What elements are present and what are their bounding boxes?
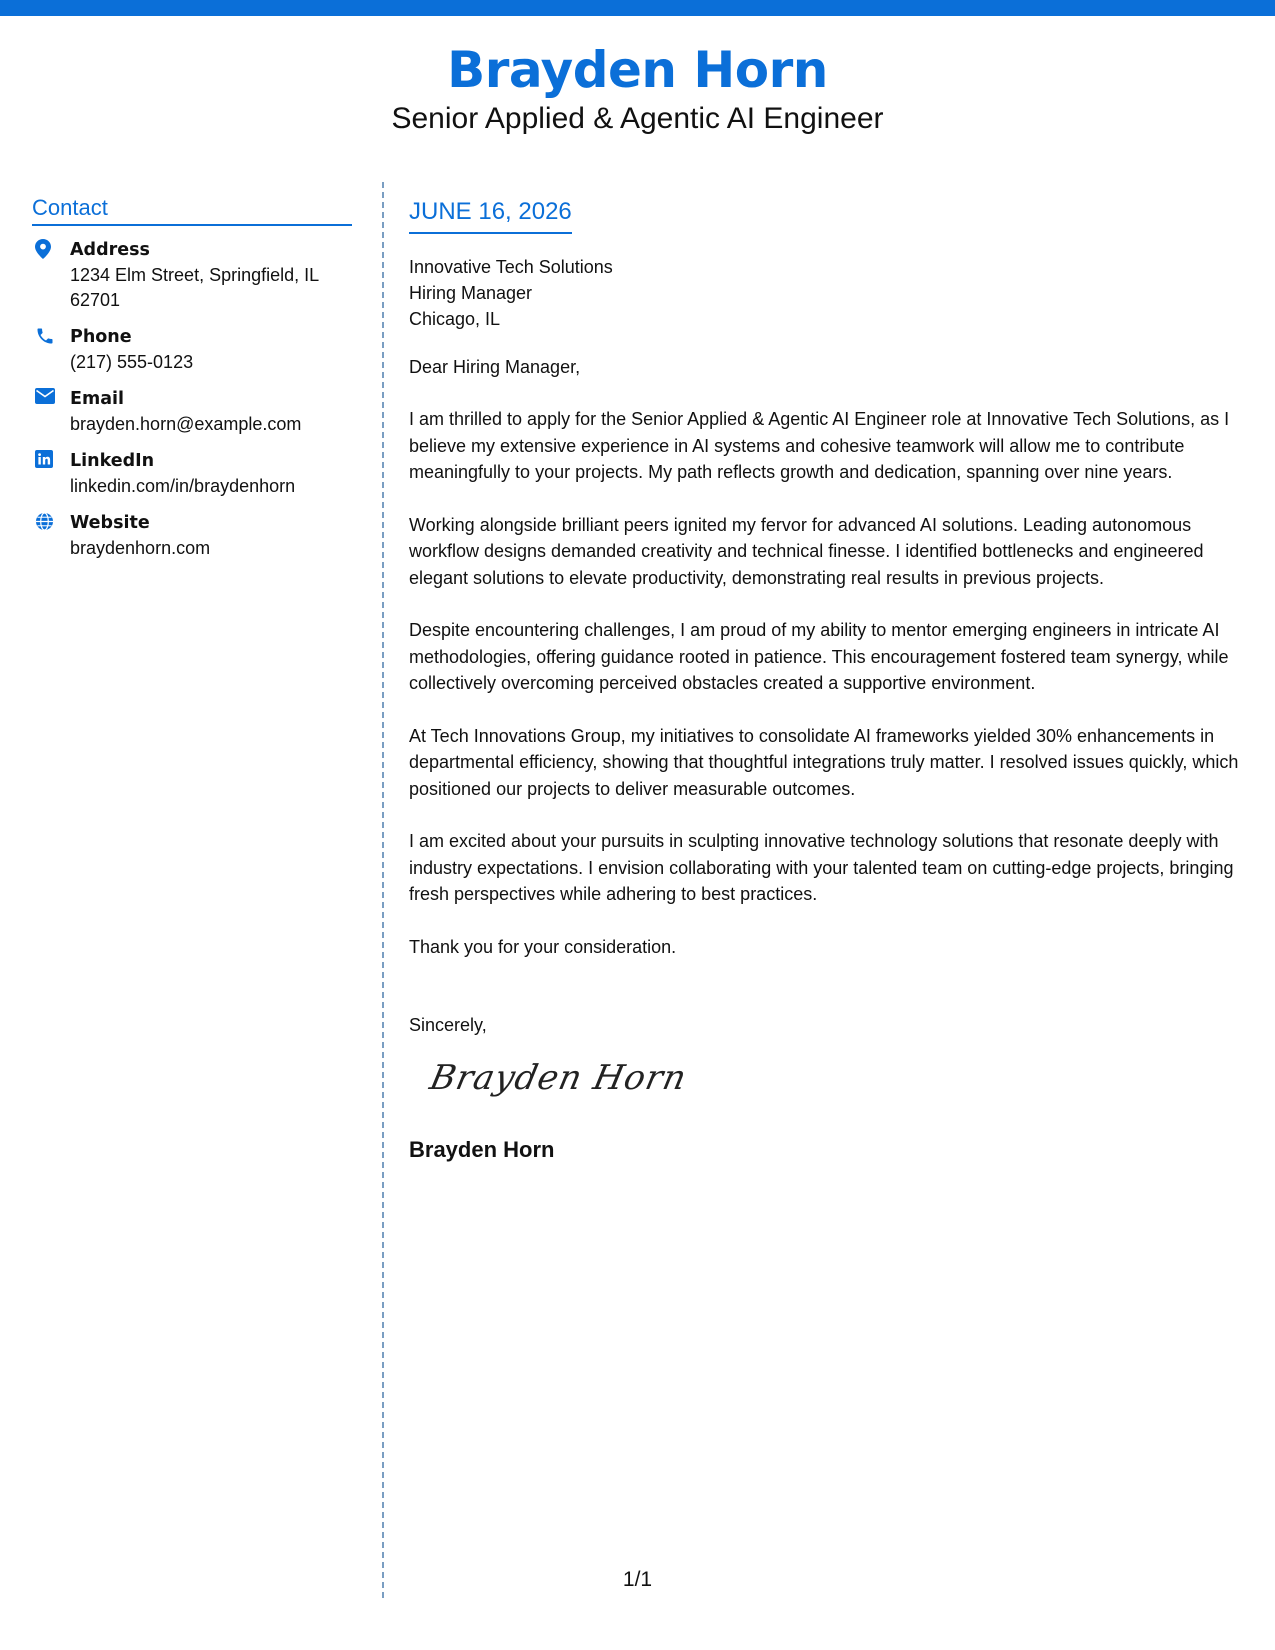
envelope-icon xyxy=(32,387,70,437)
contact-item-email xyxy=(32,387,352,437)
page-number: 1/1 xyxy=(622,1568,653,1591)
job-title: Senior Applied & Agentic AI Engineer xyxy=(391,102,884,135)
globe-icon xyxy=(32,511,70,561)
contact-sidebar xyxy=(32,195,352,561)
column-divider xyxy=(382,182,384,1598)
contact-label: Phone xyxy=(70,327,132,348)
body-paragraph: I am thrilled to apply for the Senior Applied & Agentic AI Engineer role at Innovative Tech Solutions, as I believe my extensive experience in AI systems and cohesive teamwork will allow me to contribute meaningfully to your projects. My path reflects growth and dedication, spanning over nine years. xyxy=(409,409,1230,483)
contact-value: linkedin.com/in/braydenhorn xyxy=(70,476,296,497)
letter-date: JUNE 16, 2026 xyxy=(409,198,572,234)
contact-value: braydenhorn.com xyxy=(70,538,211,559)
signer-name: Brayden Horn xyxy=(409,1136,555,1162)
recipient-block xyxy=(409,254,1249,332)
contact-item-address xyxy=(32,238,352,313)
contact-heading: Contact xyxy=(32,195,352,226)
phone-icon xyxy=(32,325,70,375)
salutation: Dear Hiring Manager, xyxy=(409,356,581,377)
recipient-contact: Hiring Manager xyxy=(409,282,533,303)
body-paragraph: I am excited about your pursuits in sculpting innovative technology solutions that resonate deeply with industry expectations. I envision collaborating with your talented team on cutting-edge projects, bringing fresh perspectives while adhering to best practices. xyxy=(409,831,1234,905)
map-pin-icon xyxy=(32,238,70,313)
recipient-company: Innovative Tech Solutions xyxy=(409,256,613,277)
candidate-name: Brayden Horn xyxy=(447,41,828,99)
contact-value: (217) 555-0123 xyxy=(70,352,194,373)
recipient-location: Chicago, IL xyxy=(409,308,501,329)
linkedin-icon xyxy=(32,449,70,499)
contact-item-website xyxy=(32,511,352,561)
contact-label: Address xyxy=(70,240,150,261)
body-paragraph: Working alongside brilliant peers ignited my fervor for advanced AI solutions. Leading autonomous workflow designs demanded creativity and technical finesse. I identified bottlenecks and engineered elegant solutions to elevate productivity, demonstrating real results in previous projects. xyxy=(409,514,1204,588)
contact-item-linkedin xyxy=(32,449,352,499)
letter-body xyxy=(409,198,1249,1163)
contact-value: brayden.horn@example.com xyxy=(70,414,302,435)
closing-line: Thank you for your consideration. xyxy=(409,936,677,957)
contact-label: LinkedIn xyxy=(70,451,155,472)
handwritten-signature: Brayden Horn xyxy=(426,1057,691,1098)
top-accent-bar xyxy=(0,0,1275,16)
contact-label: Email xyxy=(70,389,124,410)
body-paragraph: At Tech Innovations Group, my initiatives to consolidate AI frameworks yielded 30% enhancements in departmental efficiency, showing that thoughtful integrations truly matter. I resolved issues quickly, which positioned our projects to deliver measurable outcomes. xyxy=(409,725,1239,799)
body-paragraph: Despite encountering challenges, I am proud of my ability to mentor emerging engineers in intricate AI methodologies, offering guidance rooted in patience. This encouragement fostered team synergy, while collectively overcoming perceived obstacles created a supportive environment. xyxy=(409,620,1229,694)
valediction: Sincerely, xyxy=(409,1015,487,1036)
contact-value: 1234 Elm Street, Springfield, IL 62701 xyxy=(70,265,319,311)
contact-label: Website xyxy=(70,513,150,534)
contact-item-phone xyxy=(32,325,352,375)
